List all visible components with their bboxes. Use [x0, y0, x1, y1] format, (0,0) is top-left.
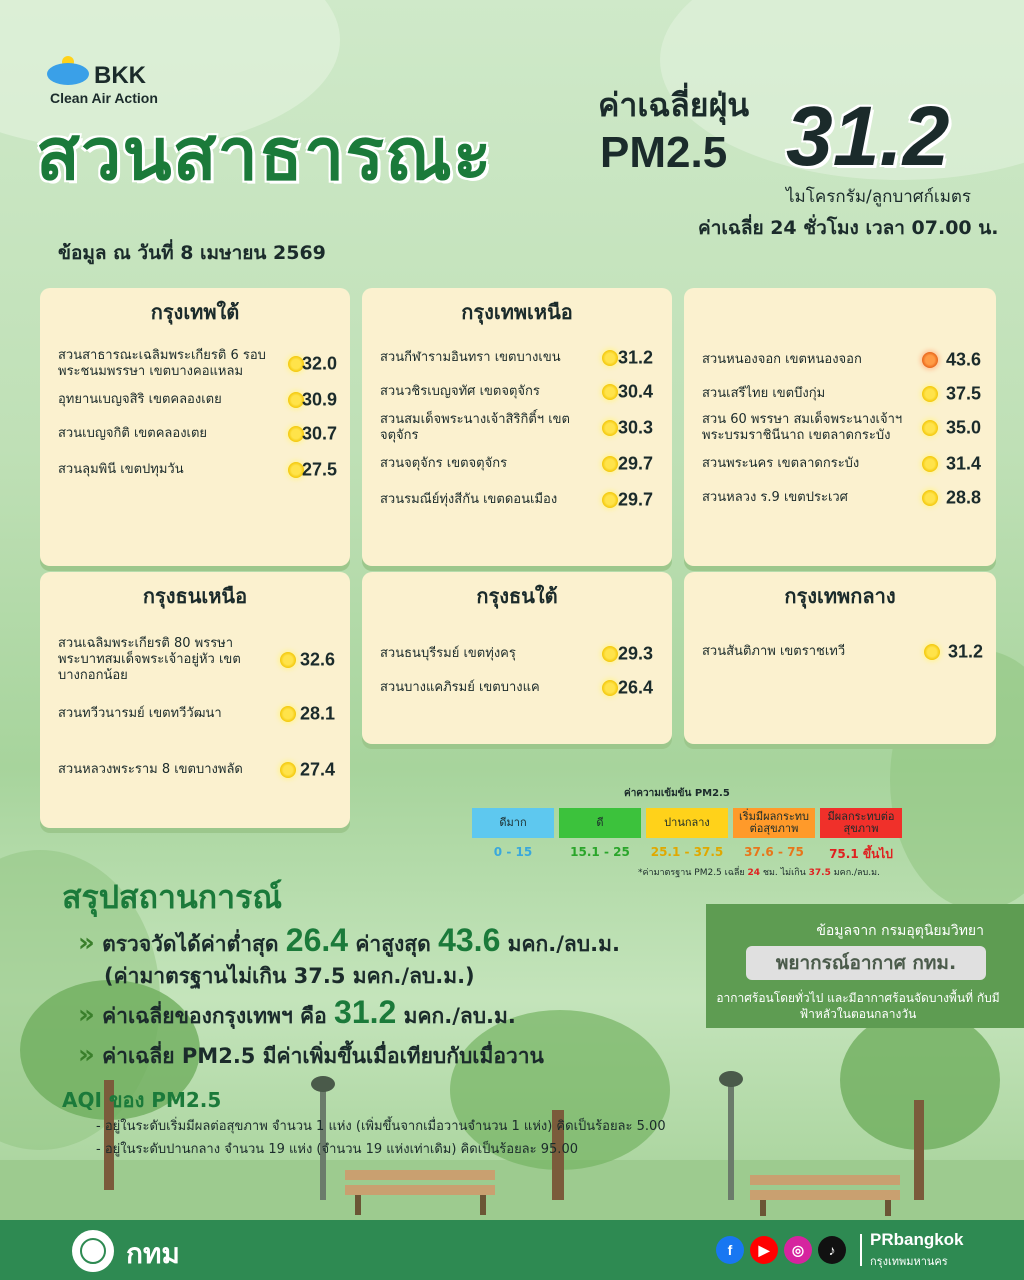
park-name: สวนกีฬารามอินทรา เขตบางเขน	[380, 350, 561, 365]
data-date: ข้อมูล ณ วันที่ 8 เมษายน 2569	[58, 242, 326, 264]
park-pm-value: 28.1	[300, 703, 336, 724]
pm-level-dot-icon	[922, 352, 938, 368]
park-pm-value: 29.7	[618, 453, 654, 474]
park-row	[362, 671, 672, 705]
aqi-title: AQI ของ PM2.5	[62, 1088, 222, 1112]
park-row	[362, 447, 672, 481]
park-row	[362, 483, 672, 517]
park-pm-value: 28.8	[946, 487, 982, 508]
park-name: สวนธนบุรีรมย์ เขตทุ่งครุ	[380, 646, 516, 661]
pm-level-dot-icon	[602, 680, 618, 696]
park-pm-value: 43.6	[946, 349, 982, 370]
park-row	[684, 343, 996, 377]
pm-level-dot-icon	[280, 706, 296, 722]
pm-level-dot-icon	[602, 492, 618, 508]
youtube-icon[interactable]: ▶	[750, 1236, 778, 1264]
summary-line-minmax: » ตรวจวัดได้ค่าต่ำสุด 26.4 ค่าสูงสุด 43.6 มคก./ลบ.ม.	[78, 922, 620, 958]
zone-card-north	[362, 288, 672, 566]
park-name: สวนสมเด็จพระนางเจ้าสิริกิติ์ฯ เขตจตุจักร	[380, 412, 570, 443]
park-name: สวนทวีวนารมย์ เขตทวีวัฒนา	[58, 706, 222, 721]
chevron-right-icon: »	[78, 1000, 95, 1030]
park-pm-value: 32.6	[300, 649, 336, 670]
park-name: สวนสันติภาพ เขตราชเทวี	[702, 644, 846, 659]
park-name: สวนพระนคร เขตลาดกระบัง	[702, 456, 860, 471]
tiktok-icon[interactable]: ♪	[818, 1236, 846, 1264]
page-title: สวนสาธารณะ	[36, 112, 493, 196]
park-pm-value: 26.4	[618, 677, 654, 698]
aqi-line: - อยู่ในระดับเริ่มมีผลต่อสุขภาพ จำนวน 1 แห่ง (เพิ่มขึ้นจากเมื่อวานจำนวน 1 แห่ง) คิดเป็นร้อยละ 5.00	[96, 1119, 666, 1134]
park-pm-value: 30.7	[302, 423, 338, 444]
footer-org: กทม	[126, 1237, 180, 1270]
park-pm-value: 27.5	[302, 459, 338, 480]
zone-title: กรุงเทพกลาง	[784, 584, 896, 608]
park-name: สวนจตุจักร เขตจตุจักร	[380, 456, 508, 471]
park-row	[40, 753, 350, 787]
park-name: สวนเฉลิมพระเกียรติ 80 พรรษา พระบาทสมเด็จพระเจ้าอยู่หัว เขตบางกอกน้อย	[58, 636, 241, 683]
summary-line-trend: » ค่าเฉลี่ย PM2.5 มีค่าเพิ่มขึ้นเมื่อเทียบกับเมื่อวาน	[78, 1040, 544, 1070]
park-name: สวนบางแคภิรมย์ เขตบางแค	[380, 680, 540, 695]
legend-level-range: 25.1 - 37.5	[650, 845, 724, 859]
legend-level-range: 75.1 ขึ้นไป	[829, 847, 893, 861]
weather-forecast-panel	[706, 904, 1024, 1028]
zone-title: กรุงเทพใต้	[150, 300, 240, 324]
pm-level-dot-icon	[280, 762, 296, 778]
weather-badge: พยากรณ์อากาศ กทม.	[746, 946, 986, 980]
park-row	[684, 411, 996, 445]
pm-level-dot-icon	[922, 386, 938, 402]
chevron-right-icon: »	[78, 1040, 95, 1070]
park-name: สวนสาธารณะเฉลิมพระเกียรติ 6 รอบ พระชนมพรรษา เขตบางคอแหลม	[58, 348, 266, 379]
park-row	[684, 635, 996, 669]
pm25-label: PM2.5	[600, 128, 728, 177]
summary-title: สรุปสถานการณ์	[62, 878, 282, 916]
park-row	[40, 347, 350, 381]
summary-line-average: » ค่าเฉลี่ยของกรุงเทพฯ คือ 31.2 มคก./ลบ.ม.	[78, 994, 516, 1030]
legend-level-box: ปานกลาง	[646, 808, 728, 838]
park-pm-value: 32.0	[302, 353, 338, 374]
park-row	[40, 453, 350, 487]
legend-level-range: 0 - 15	[493, 845, 533, 859]
facebook-icon[interactable]: f	[716, 1236, 744, 1264]
park-name: สวนรมณีย์ทุ่งสีกัน เขตดอนเมือง	[380, 492, 558, 507]
park-pm-value: 37.5	[946, 383, 982, 404]
pm-level-dot-icon	[922, 490, 938, 506]
pm-level-dot-icon	[602, 420, 618, 436]
zone-title: กรุงธนเหนือ	[142, 584, 248, 608]
pm-level-dot-icon	[280, 652, 296, 668]
cloud-sun-icon	[46, 54, 90, 86]
park-row	[362, 375, 672, 409]
weather-description: อากาศร้อนโดยทั่วไป และมีอากาศร้อนจัดบางพื้นที่ กับมีฟ้าหลัวในตอนกลางวัน	[716, 991, 1000, 1021]
legend-level-box: เริ่มมีผลกระทบต่อสุขภาพ	[733, 808, 815, 838]
park-name: สวน 60 พรรษา สมเด็จพระนางเจ้าฯ พระบรมราชินีนาถ เขตลาดกระบัง	[702, 412, 903, 443]
pm-level-dot-icon	[602, 350, 618, 366]
pm-level-dot-icon	[922, 456, 938, 472]
chevron-right-icon: »	[78, 928, 95, 958]
legend-note: *ค่ามาตรฐาน PM2.5 เฉลี่ย 24 ชม. ไม่เกิน 37.5 มคก./ลบ.ม.	[638, 868, 880, 878]
park-row	[684, 377, 996, 411]
park-pm-value: 30.9	[302, 389, 338, 410]
park-name: สวนเสรีไทย เขตบึงกุ่ม	[702, 386, 826, 401]
pm-average-period: ค่าเฉลี่ย 24 ชั่วโมง เวลา 07.00 น.	[698, 217, 999, 239]
pm-unit: ไมโครกรัม/ลูกบาศก์เมตร	[786, 187, 972, 207]
legend-title: ค่าความเข้มข้น PM2.5	[624, 788, 730, 799]
park-row	[40, 697, 350, 731]
pm-level-dot-icon	[602, 646, 618, 662]
park-row	[684, 447, 996, 481]
park-row	[362, 341, 672, 375]
park-name: สวนเบญจกิติ เขตคลองเตย	[58, 426, 208, 441]
footer-handle: PRbangkok	[870, 1230, 964, 1249]
pm-average-label: ค่าเฉลี่ยฝุ่น	[598, 86, 750, 124]
park-pm-value: 31.2	[618, 347, 654, 368]
pm-level-dot-icon	[922, 420, 938, 436]
park-name: สวนลุมพินี เขตปทุมวัน	[58, 462, 184, 477]
bangkok-average-value: 31.2	[334, 994, 397, 1030]
weather-source: ข้อมูลจาก กรมอุตุนิยมวิทยา	[816, 923, 984, 939]
park-row	[684, 481, 996, 515]
park-name: สวนวชิรเบญจทัศ เขตจตุจักร	[380, 384, 540, 399]
zone-card-south	[40, 288, 350, 566]
park-pm-value: 30.4	[618, 381, 654, 402]
pm-level-dot-icon	[924, 644, 940, 660]
park-pm-value: 31.2	[948, 641, 984, 662]
legend-level-box: ดี	[559, 808, 641, 838]
legend-level-box: ดีมาก	[472, 808, 554, 838]
park-name: สวนหลวง ร.9 เขตประเวศ	[702, 490, 848, 505]
pm-average-value: 31.2	[786, 89, 950, 183]
zone-card-central	[684, 572, 996, 744]
legend-level-range: 15.1 - 25	[570, 845, 630, 859]
park-row	[40, 636, 350, 683]
zone-card-thon-south	[362, 572, 672, 744]
park-row	[40, 417, 350, 451]
zone-title: กรุงเทพเหนือ	[461, 300, 573, 324]
footer-handle-sub: กรุงเทพมหานคร	[870, 1255, 948, 1268]
park-pm-value: 30.3	[618, 417, 654, 438]
max-value: 43.6	[438, 922, 501, 958]
park-pm-value: 35.0	[946, 417, 982, 438]
legend-level-range: 37.6 - 75	[744, 845, 804, 859]
logo-brand: BKK	[94, 62, 146, 89]
summary-standard-note: (ค่ามาตรฐานไม่เกิน 37.5 มคก./ลบ.ม.)	[104, 964, 475, 988]
pm-level-dot-icon	[602, 456, 618, 472]
park-pm-value: 27.4	[300, 759, 336, 780]
park-pm-value: 29.7	[618, 489, 654, 510]
legend-level-box: มีผลกระทบต่อสุขภาพ	[820, 808, 902, 838]
pm-level-dot-icon	[602, 384, 618, 400]
park-row	[40, 383, 350, 417]
park-name: สวนหลวงพระราม 8 เขตบางพลัด	[58, 762, 243, 777]
instagram-icon[interactable]: ◎	[784, 1236, 812, 1264]
park-row	[362, 637, 672, 671]
footer-divider	[860, 1234, 862, 1266]
zone-card-thon-north	[40, 572, 350, 828]
aqi-line: - อยู่ในระดับปานกลาง จำนวน 19 แห่ง (จำนวน 19 แห่งเท่าเดิม) คิดเป็นร้อยละ 95.00	[96, 1142, 578, 1157]
park-row	[362, 411, 672, 445]
zone-title: กรุงธนใต้	[476, 584, 558, 608]
bma-seal-icon	[70, 1228, 116, 1274]
park-name: อุทยานเบญจสิริ เขตคลองเตย	[58, 392, 222, 407]
park-name: สวนหนองจอก เขตหนองจอก	[702, 352, 862, 367]
park-pm-value: 31.4	[946, 453, 982, 474]
logo-subtitle: Clean Air Action	[50, 90, 158, 106]
min-value: 26.4	[285, 922, 349, 958]
park-pm-value: 29.3	[618, 643, 654, 664]
zone-card-east	[684, 288, 996, 566]
